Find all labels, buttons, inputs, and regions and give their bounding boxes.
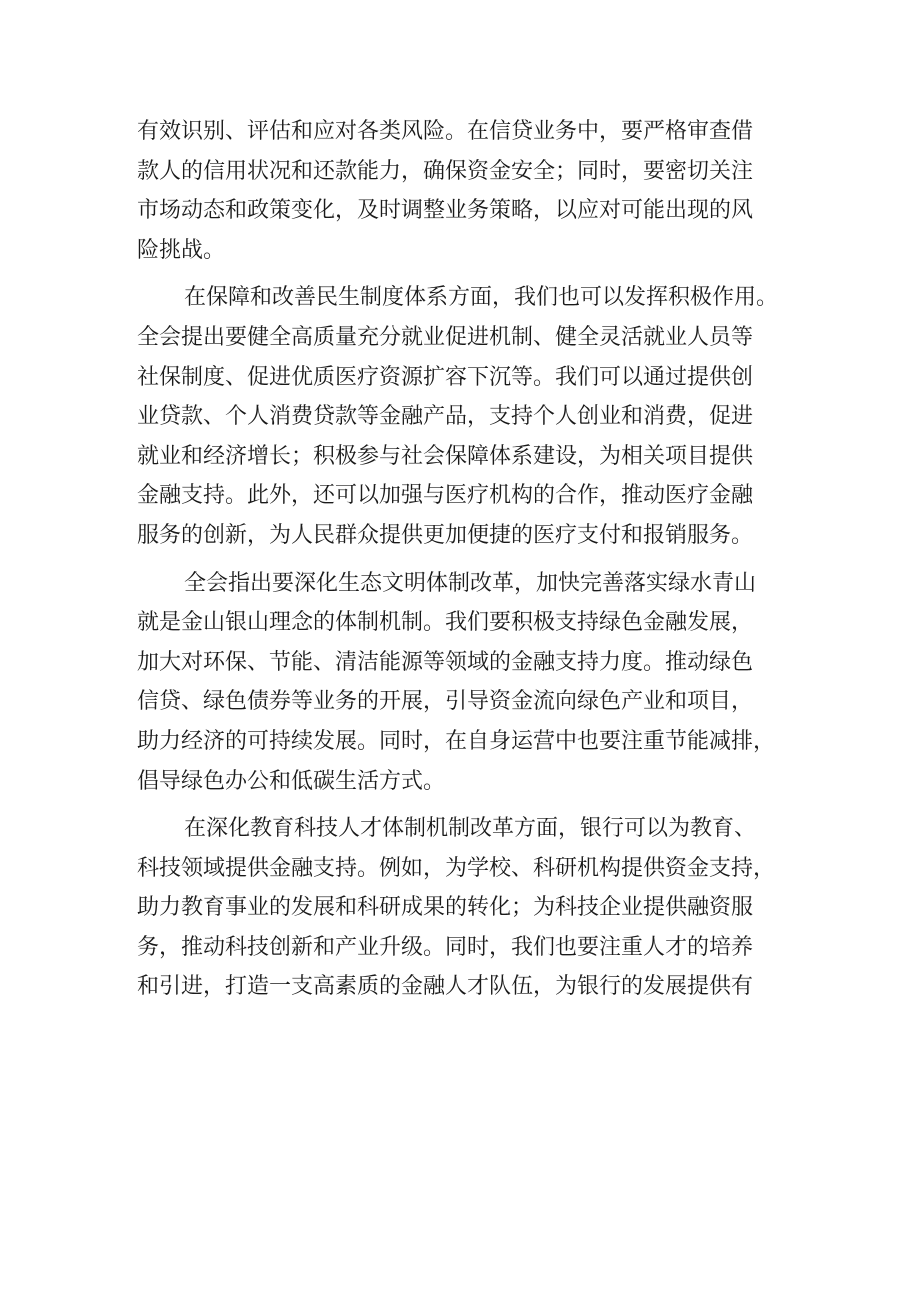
text-line: 加大对环保、节能、清洁能源等领域的金融支持力度。推动绿色 [137, 649, 754, 675]
text-line: 信贷、绿色债券等业务的开展，引导资金流向绿色产业和项目， [137, 689, 754, 715]
text-line: 社保制度、促进优质医疗资源扩容下沉等。我们可以通过提供创 [137, 364, 754, 390]
text-line: 全会指出要深化生态文明体制改革，加快完善落实绿水青山 [184, 570, 757, 596]
document-body [137, 112, 797, 1007]
text-line: 服务的创新，为人民群众提供更加便捷的医疗支付和报销服务。 [137, 522, 754, 548]
text-line: 款人的信用状况和还款能力，确保资金安全；同时，要密切关注 [137, 158, 754, 184]
text-line: 助力经济的可持续发展。同时，在自身运营中也要注重节能减排， [137, 728, 776, 754]
text-line: 就是金山银山理念的体制机制。我们要积极支持绿色金融发展， [137, 610, 754, 636]
paragraph-risk-management [137, 112, 797, 270]
text-line: 全会提出要健全高质量充分就业促进机制、健全灵活就业人员等 [137, 324, 754, 350]
text-line: 助力教育事业的发展和科研成果的转化；为科技企业提供融资服 [137, 895, 754, 921]
text-line: 险挑战。 [137, 237, 226, 263]
paragraph-education-tech [137, 809, 797, 1007]
text-line: 务，推动科技创新和产业升级。同时，我们也要注重人才的培养 [137, 934, 754, 960]
text-line: 有效识别、评估和应对各类风险。在信贷业务中，要严格审查借 [137, 119, 754, 144]
paragraph-livelihood [137, 278, 797, 555]
text-line: 和引进，打造一支高素质的金融人才队伍，为银行的发展提供有 [137, 974, 754, 1000]
text-line: 业贷款、个人消费贷款等金融产品，支持个人创业和消费，促进 [137, 404, 754, 430]
paragraph-ecology [137, 564, 797, 802]
text-line: 科技领域提供金融支持。例如，为学校、科研机构提供资金支持， [137, 855, 776, 881]
text-line: 在深化教育科技人才体制机制改革方面，银行可以为教育、 [184, 816, 757, 842]
text-line: 就业和经济增长；积极参与社会保障体系建设，为相关项目提供 [137, 443, 754, 469]
text-line: 倡导绿色办公和低碳生活方式。 [137, 768, 446, 794]
text-line: 在保障和改善民生制度体系方面，我们也可以发挥积极作用。 [184, 285, 779, 311]
text-line: 市场动态和政策变化，及时调整业务策略，以应对可能出现的风 [137, 198, 754, 224]
text-line: 金融支持。此外，还可以加强与医疗机构的合作，推动医疗金融 [137, 483, 754, 509]
